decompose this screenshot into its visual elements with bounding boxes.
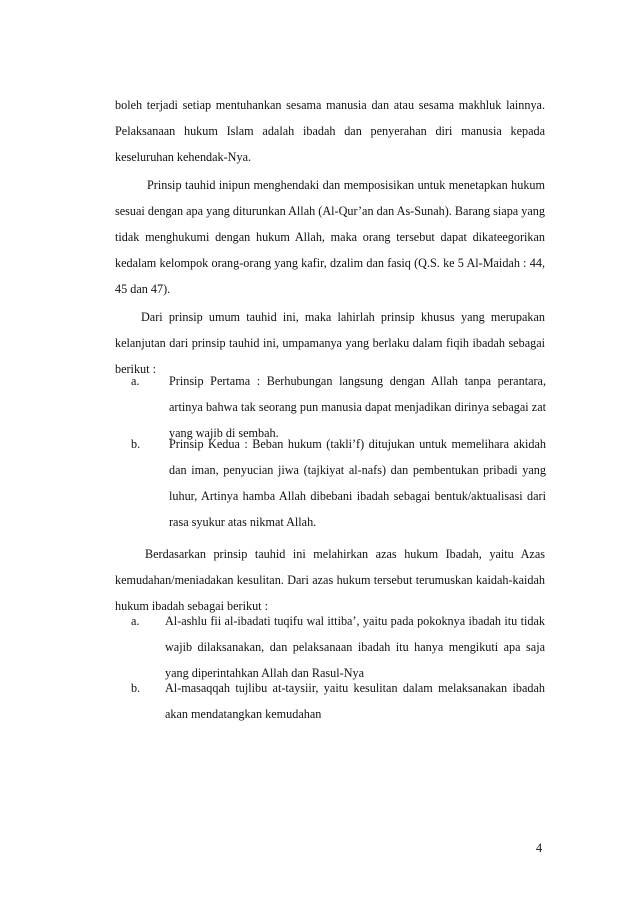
paragraph-1: boleh terjadi setiap mentuhankan sesama manusia dan atau sesama makhluk lainnya. Pelaksanaan hukum Islam adalah ibadah dan penyerahan diri manusia kepada keseluruhan kehendak-Nya. xyxy=(115,98,545,164)
page-number: 4 xyxy=(536,841,543,855)
list-marker: a. xyxy=(131,614,140,628)
list-marker: b. xyxy=(131,437,141,451)
paragraph-3: Dari prinsip umum tauhid ini, maka lahirlah prinsip khusus yang merupakan kelanjutan dari prinsip tauhid ini, umpamanya yang berlaku dalam fiqih ibadah sebagai berikut : xyxy=(115,310,545,376)
list-item-text: Prinsip Kedua : Beban hukum (takli’f) ditujukan untuk memelihara akidah dan iman, penyucian jiwa (tajkiyat al-nafs) dan pembentukan pribadi yang luhur, Artinya hamba Allah dibebani ibadah sebagai bentuk/aktualisasi dari rasa syukur atas nikmat Allah. xyxy=(169,437,546,529)
list-item-text: Al-ashlu fii al-ibadati tuqifu wal ittiba’, yaitu pada pokoknya ibadah itu tidak wajib dilaksanakan, dan pelaksanaan ibadah itu hanya mengikuti apa saja yang diperintahkan Allah dan Rasul-Nya xyxy=(165,614,545,680)
list-marker: a. xyxy=(131,374,140,388)
list-marker: b. xyxy=(131,681,141,695)
list-item-text: Al-masaqqah tujlibu at-taysiir, yaitu kesulitan dalam melaksanakan ibadah akan mendatangkan kemudahan xyxy=(165,681,545,721)
list-item-text: Prinsip Pertama : Berhubungan langsung dengan Allah tanpa perantara, artinya bahwa tak seorang pun manusia dapat menjadikan dirinya sebagai zat yang wajib di sembah. xyxy=(169,374,546,440)
paragraph-4: Berdasarkan prinsip tauhid ini melahirkan azas hukum Ibadah, yaitu Azas kemudahan/meniadakan kesulitan. Dari azas hukum tersebut terumuskan kaidah-kaidah hukum ibadah sebagai berikut : xyxy=(115,547,545,613)
paragraph-2: Prinsip tauhid inipun menghendaki dan memposisikan untuk menetapkan hukum sesuai dengan apa yang diturunkan Allah (Al-Qur’an dan As-Sunah). Barang siapa yang tidak menghukumi dengan hukum Allah, maka orang tersebut dapat dikateegorikan kedalam kelompok orang-orang yang kafir, dzalim dan fasiq (Q.S. ke 5 Al-Maidah : 44, 45 dan 47). xyxy=(115,178,545,296)
